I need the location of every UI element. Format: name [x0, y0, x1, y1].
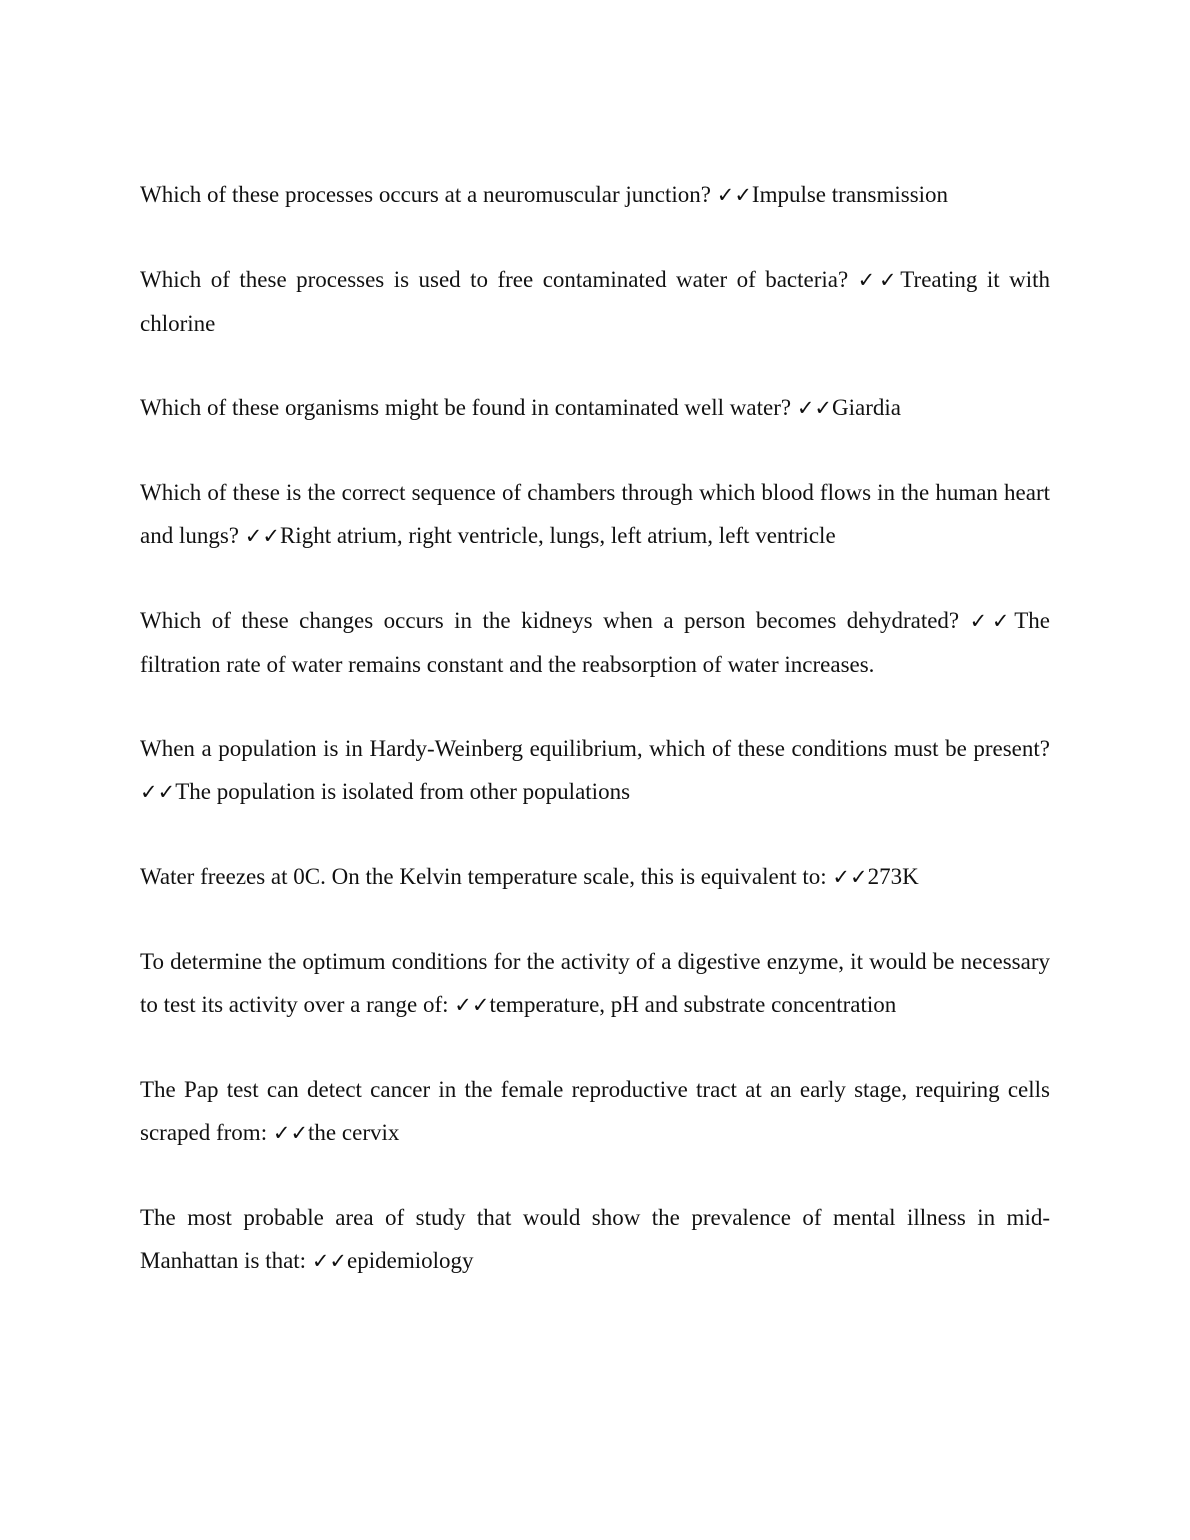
qa-item [140, 599, 1050, 686]
double-check-icon: ✓✓ [272, 1121, 309, 1145]
answer-text: The population is isolated from other populations [175, 779, 631, 804]
answer-text: The filtration rate of water remains constant and the reabsorption of water increases. [140, 608, 1050, 677]
answer-text: epidemiology [347, 1248, 474, 1273]
double-check-icon: ✓✓ [969, 609, 1015, 633]
qa-item [140, 471, 1050, 558]
qa-item [140, 727, 1050, 814]
double-check-icon: ✓✓ [857, 268, 901, 292]
question-text: Which of these processes occurs at a neuromuscular junction? [140, 182, 711, 207]
question-text: The Pap test can detect cancer in the female reproductive tract at an early stage, requiring cells scraped from: [140, 1077, 1050, 1145]
double-check-icon: ✓✓ [311, 1249, 348, 1273]
qa-item [140, 1196, 1050, 1283]
answer-text: Treating it with chlorine [140, 267, 1050, 336]
question-text: The most probable area of study that would show the prevalence of mental illness in mid-Manhattan is that: [140, 1205, 1050, 1273]
answer-text: Impulse transmission [751, 182, 949, 207]
double-check-icon: ✓✓ [454, 993, 490, 1017]
document-page [140, 173, 1050, 1283]
question-text: Which of these is the correct sequence of chambers through which blood flows in the human heart and lungs? [140, 480, 1050, 548]
question-text: Which of these organisms might be found in contaminated well water? [140, 395, 792, 420]
question-text: When a population is in Hardy-Weinberg equilibrium, which of these conditions must be present? [140, 736, 1050, 761]
qa-item [140, 1068, 1050, 1155]
qa-item [140, 258, 1050, 345]
answer-text: Giardia [832, 395, 901, 420]
double-check-icon: ✓✓ [832, 865, 868, 889]
double-check-icon: ✓✓ [140, 780, 176, 804]
question-text: Water freezes at 0C. On the Kelvin temperature scale, this is equivalent to: [140, 864, 827, 889]
answer-text: temperature, pH and substrate concentration [489, 992, 897, 1017]
question-text: To determine the optimum conditions for the activity of a digestive enzyme, it would be necessary to test its activity over a range of: [140, 949, 1050, 1017]
qa-item [140, 386, 1050, 430]
qa-item [140, 173, 1050, 217]
qa-item [140, 855, 1050, 899]
answer-text: 273K [867, 864, 919, 889]
answer-text: the cervix [308, 1120, 400, 1145]
double-check-icon: ✓✓ [716, 183, 752, 207]
question-text: Which of these processes is used to free contaminated water of bacteria? [140, 267, 849, 292]
answer-text: Right atrium, right ventricle, lungs, left atrium, left ventricle [279, 523, 836, 548]
question-text: Which of these changes occurs in the kidneys when a person becomes dehydrated? [140, 608, 960, 633]
double-check-icon: ✓✓ [244, 524, 280, 548]
double-check-icon: ✓✓ [796, 396, 833, 420]
qa-item [140, 940, 1050, 1027]
